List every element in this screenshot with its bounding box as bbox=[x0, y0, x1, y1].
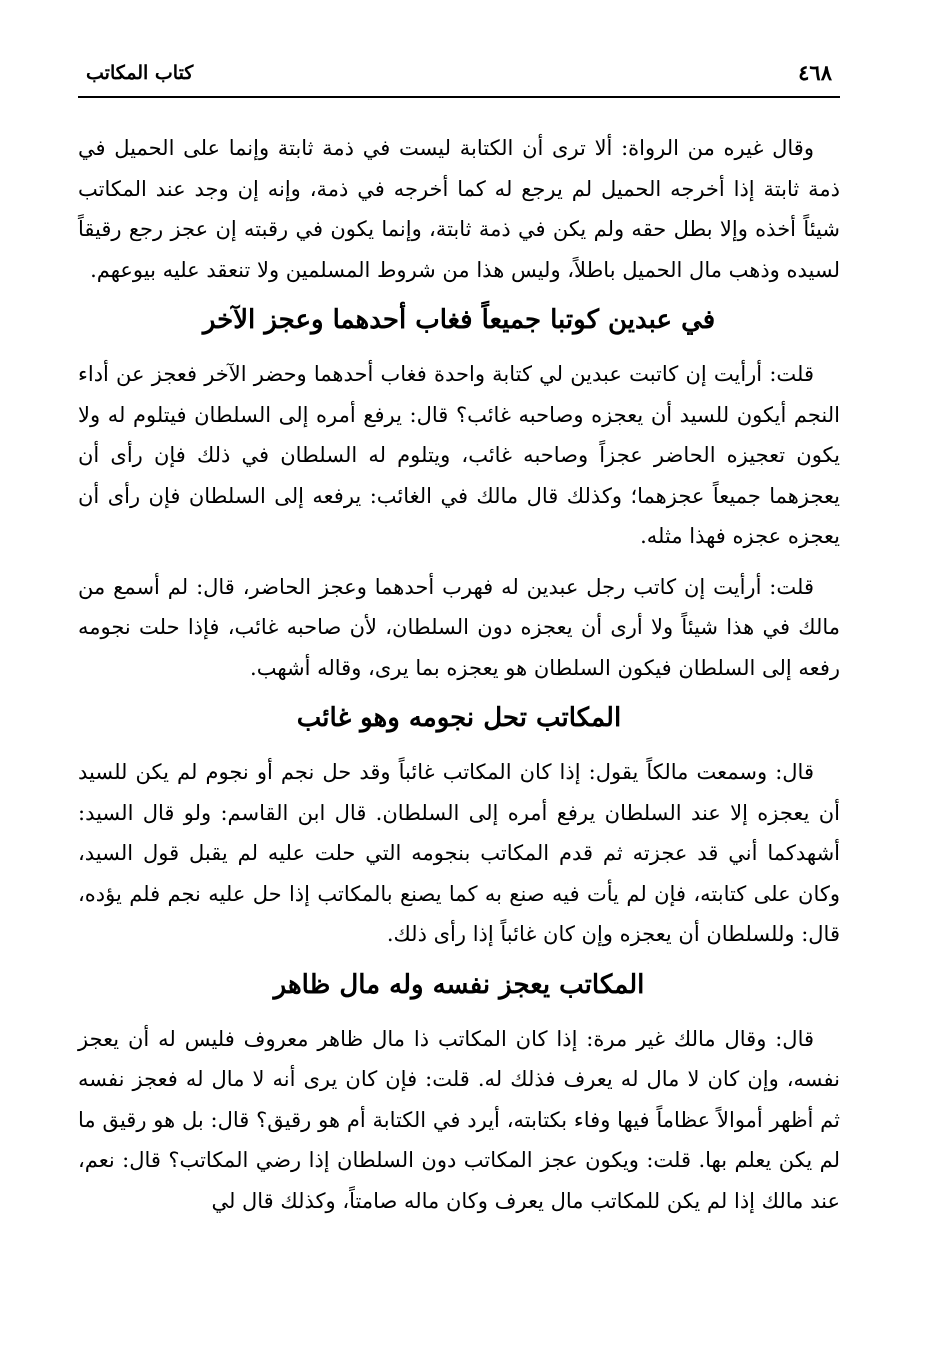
book-page bbox=[78, 60, 840, 1350]
paragraph: وقال غيره من الرواة: ألا ترى أن الكتابة ليست في ذمة ثابتة وإنما على الحميل في ذمة ثابتة إذا أخرجه الحميل لم يرجع له كما أخرجه في ذمة، وإنه إن وجد عند المكاتب شيئاً أخذه وإلا بطل حقه ولم يكن في ذمة ثابتة، وإنما يكون في رقبته إن عجز رجع رقيقاً لسيده وذهب مال الحميل باطلاً، وليس هذا من شروط المسلمين ولا تنعقد عليه بيوعهم. bbox=[78, 136, 840, 282]
paragraph: قلت: أرأيت إن كاتب رجل عبدين له فهرب أحدهما وعجز الحاضر، قال: لم أسمع من مالك في هذا شيئاً ولا أرى أن يعجزه دون السلطان، لأن صاحبه غائب، فإذا حلت نجومه رفعه إلى السلطان فيكون السلطان هو يعجزه بما يرى، وقاله أشهب. bbox=[78, 574, 840, 680]
section-heading: المكاتب تحل نجومه وهو غائب bbox=[296, 703, 622, 733]
page-header bbox=[78, 60, 840, 98]
paragraph: قال: وقال مالك غير مرة: إذا كان المكاتب ذا مال ظاهر معروف فليس له أن يعجز نفسه، وإن كان لا مال له يعرف فذلك له. قلت: فإن كان يرى أنه لا مال له فعجز نفسه ثم أظهر أموالاً عظاماً فيها وفاء بكتابته، أيرد في الكتابة أم هو رقيق؟ قال: بل هو رقيق ما لم يكن يعلم بها. قلت: ويكون عجز المكاتب دون السلطان إذا رضي المكاتب؟ قال: نعم، عند مالك إذا لم يكن للمكاتب مال يعرف وكان ماله صامتاً، وكذلك قال لي bbox=[78, 1026, 840, 1213]
page-number: ٤٦٨ bbox=[798, 60, 832, 85]
section-heading: المكاتب يعجز نفسه وله مال ظاهر bbox=[273, 969, 645, 1000]
paragraph: قلت: أرأيت إن كاتبت عبدين لي كتابة واحدة فغاب أحدهما وحضر الآخر فعجز عن أداء النجم أيكون للسيد أن يعجزه وصاحبه غائب؟ قال: يرفع أمره إلى السلطان فيتلوم له ولا يكون تعجيزه الحاضر عجزاً وصاحبه غائب، ويتلوم له السلطان في ذلك فإن رأى أن يعجزهما جميعاً عجزهما؛ وكذلك قال مالك في الغائب: يرفعه إلى السلطان فإن رأى أن يعجزه عجزه فهذا مثله. bbox=[78, 362, 840, 548]
paragraph: قال: وسمعت مالكاً يقول: إذا كان المكاتب غائباً وقد حل نجم أو نجوم لم يكن للسيد أن يعجزه إلا عند السلطان يرفع أمره إلى السلطان. قال ابن القاسم: ولو قال السيد: أشهدكما أني قد عجزته ثم قدم المكاتب بنجومه التي حلت عليه لم يقبل قول السيد، وكان على كتابته، فإن لم يأت فيه صنع به كما يصنع بالمكاتب إذا حل عليه نجم فلم يؤده، قال: وللسلطان أن يعجزه وإن كان غائباً إذا رأى ذلك. bbox=[78, 760, 840, 946]
book-title: كتاب المكاتب bbox=[86, 62, 194, 84]
section-heading: في عبدين كوتبا جميعاً فغاب أحدهما وعجز الآخر bbox=[202, 305, 716, 335]
page-body bbox=[78, 128, 840, 1221]
